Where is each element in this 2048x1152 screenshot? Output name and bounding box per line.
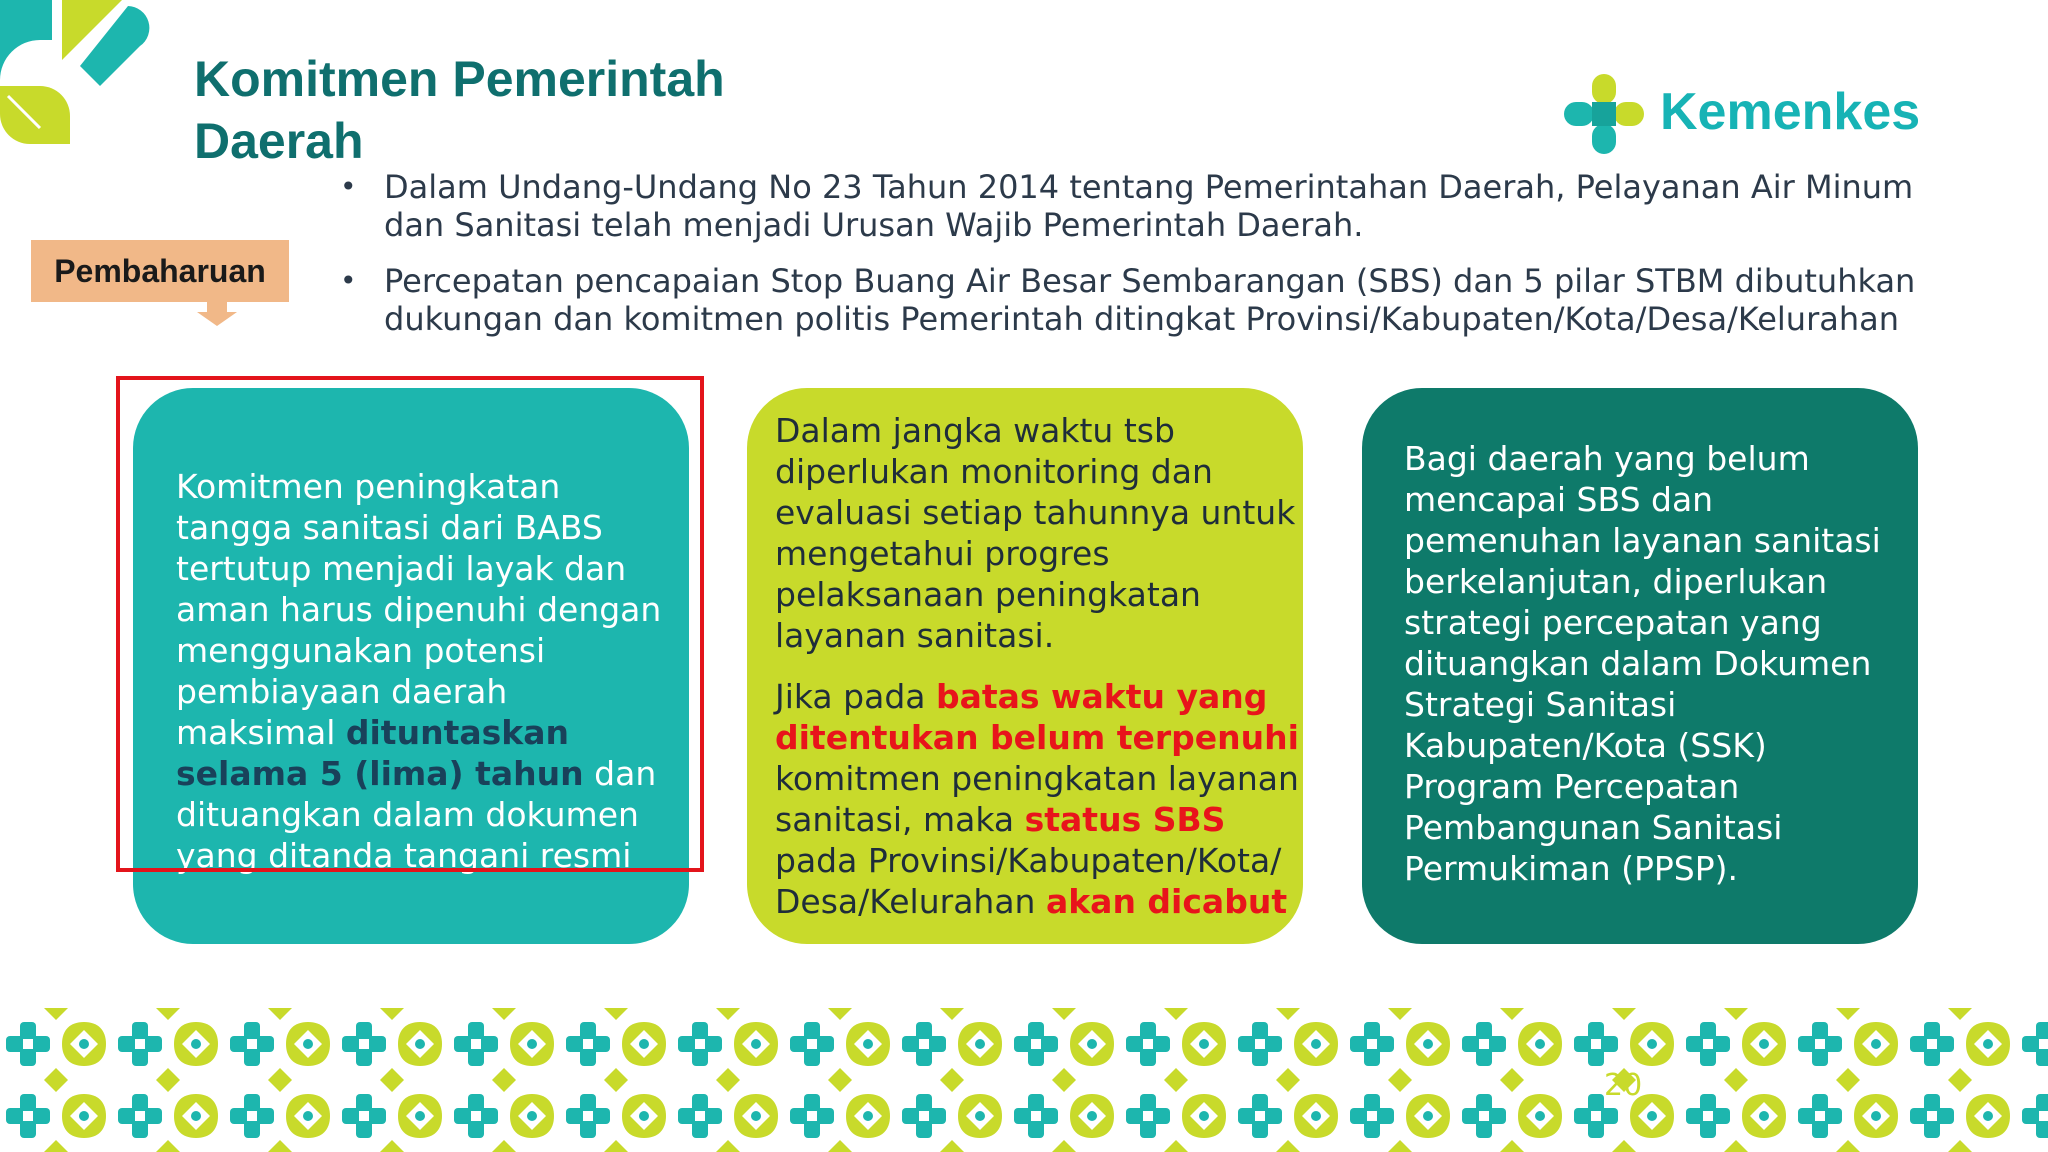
bullet-icon: •: [340, 170, 357, 203]
corner-logo-icon: [0, 0, 150, 150]
deadline-emphasis: dituntaskan selama 5 (lima) tahun: [176, 713, 584, 793]
page-number: 20: [1604, 1068, 1643, 1103]
bullet-item: [340, 168, 1980, 244]
deadline-warning: batas waktu yang ditentukan belum terpenuhi: [775, 677, 1299, 757]
brand-name: Kemenkes: [1660, 83, 1921, 141]
sanction-text: Jika pada batas waktu yang ditentukan belum terpenuhi komitmen peningkatan layanan sanitasi, maka status SBS pada Provinsi/Kabupaten/Kota/ Desa/Kelurahan akan dicabut: [775, 677, 1299, 921]
revocation-warning: akan dicabut: [1045, 882, 1288, 921]
intro-bullet-list: [340, 168, 1980, 356]
strategy-text: Bagi daerah yang belum mencapai SBS dan pemenuhan layanan sanitasi berkelanjutan, diperlukan strategi percepatan yang dituangkan dalam Dokumen Strategi Sanitasi Kabupaten/Kota (SSK) Program Percepatan Pembangunan Sanitasi Permukiman (PPSP).: [1404, 439, 1881, 888]
bullet-text: Dalam Undang-Undang No 23 Tahun 2014 tentang Pemerintahan Daerah, Pelayanan Air Minum dan Sanitasi telah menjadi Urusan Wajib Pemerintah Daerah.: [384, 168, 1914, 244]
monitoring-text: Dalam jangka waktu tsb diperlukan monitoring dan evaluasi setiap tahunnya untuk mengetahui progres pelaksanaan peningkatan layanan sanitasi.: [775, 411, 1296, 655]
strategy-card: [1362, 388, 1918, 944]
commitment-text: Komitmen peningkatan tangga sanitasi dari BABS tertutup menjadi layak dan aman harus dipenuhi dengan menggunakan potensi pembiayaan daerah maksimal dituntaskan selama 5 (lima) tahun dan dituangkan dalam dokumen yang ditanda tangani resmi: [176, 467, 662, 875]
bullet-item: [340, 262, 1980, 338]
status-warning: status SBS: [1024, 800, 1226, 839]
bullet-icon: •: [340, 264, 357, 297]
slide-title: Komitmen Pemerintah Daerah: [194, 51, 725, 169]
decorative-pattern: [0, 1008, 2048, 1152]
kemenkes-logo-icon: [1562, 72, 1646, 156]
arrow-down-icon: [197, 302, 237, 326]
bullet-text: Percepatan pencapaian Stop Buang Air Besar Sembarangan (SBS) dan 5 pilar STBM dibutuhkan dukungan dan komitmen politis Pemerintah ditingkat Provinsi/Kabupaten/Kota/Desa/Kelurahan: [384, 262, 1916, 338]
monitoring-card: [747, 388, 1303, 944]
update-tag: Pembaharuan: [31, 240, 289, 302]
highlight-box: [116, 376, 704, 872]
brand-logo: [1562, 72, 1922, 160]
